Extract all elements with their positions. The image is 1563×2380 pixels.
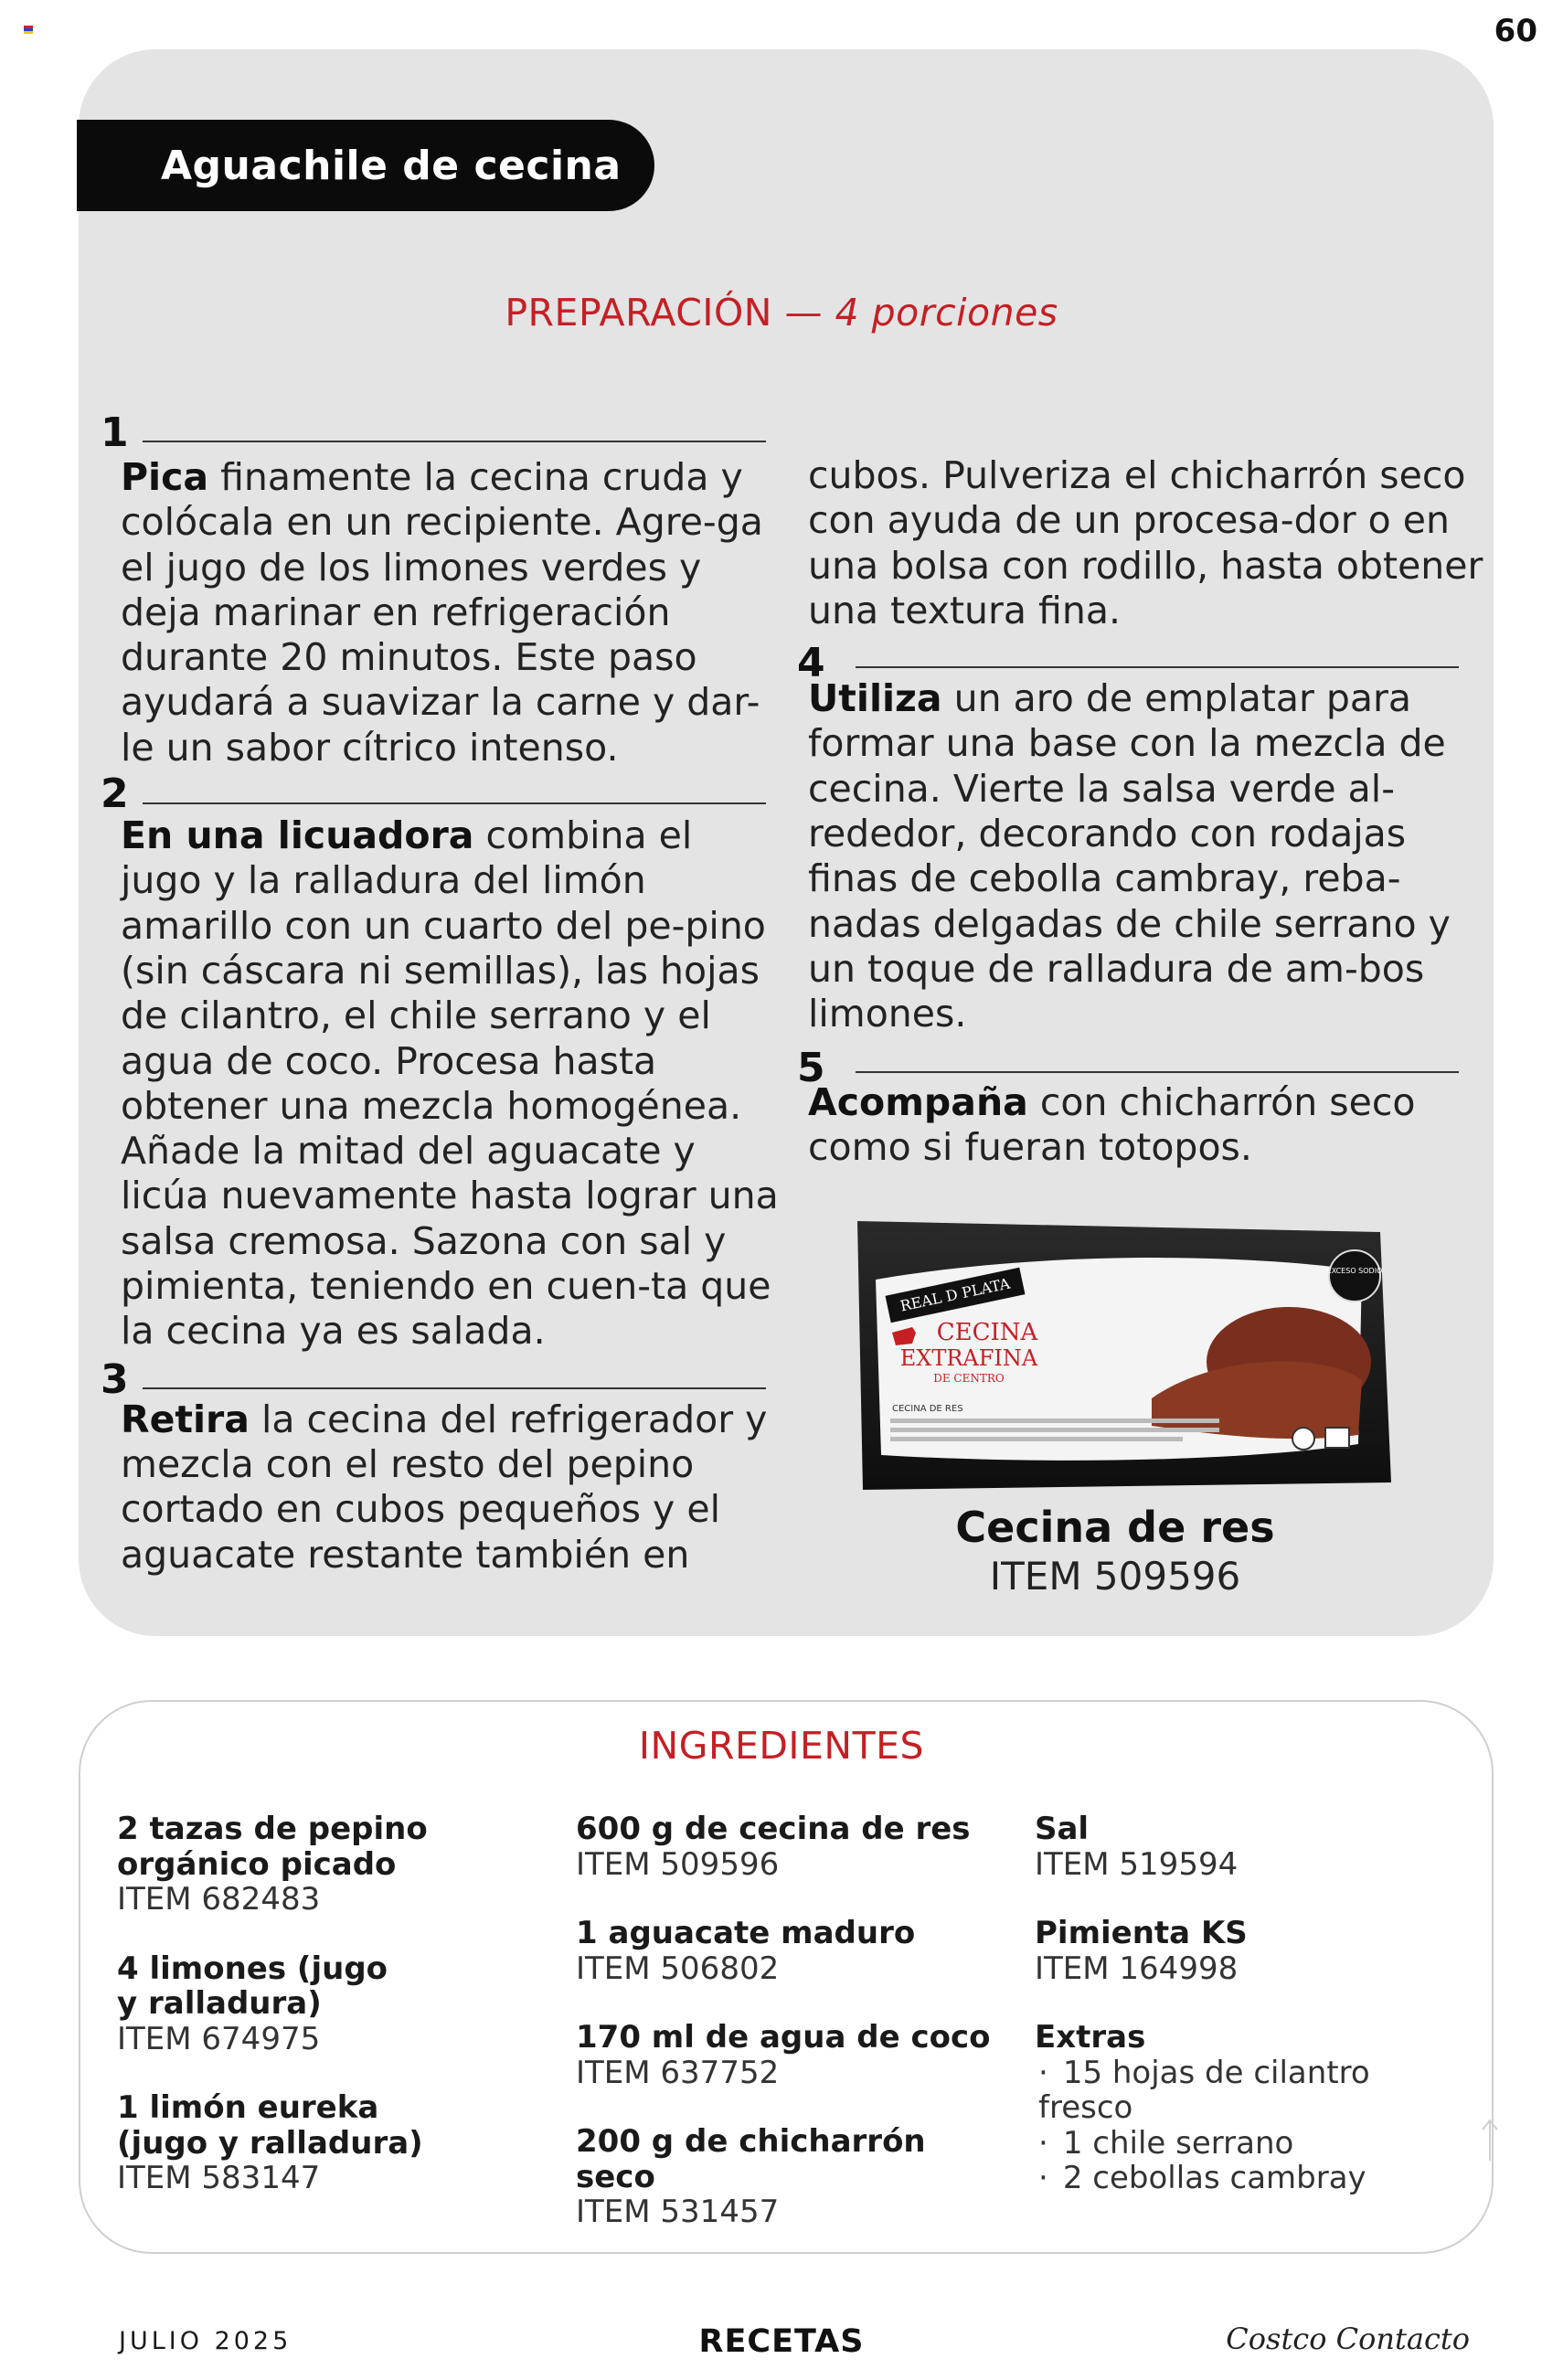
step-2-lead: En una licuadora (121, 813, 474, 858)
steps-right-column (808, 453, 1484, 1170)
step-1-lead: Pica (121, 455, 209, 499)
extra-item: · 2 cebollas cambray (1035, 2161, 1473, 2196)
page-number: 60 (1494, 13, 1537, 49)
product-image (850, 1216, 1398, 1499)
package-line-3: DE CENTRO (933, 1372, 1005, 1385)
step-3-continued: cubos. Pulveriza el chicharrón seco con ayuda de un procesa-dor o en una bolsa con rodillo, hasta obtener una textura fina. (808, 453, 1483, 632)
preparation-label: PREPARACIÓN — (505, 291, 835, 335)
step-2-body: combina el jugo y la ralladura del limón amarillo con un cuarto del pe-pino (sin cáscara ni semillas), las hojas de cilantro, el chile serrano y el agua de coco. Procesa hasta obtener una mezcla homogénea. Añade la mitad del aguacate y licúa nuevamente hasta lograr una salsa cremosa. Sazona con sal y pimienta, teniendo en cuen-ta que la cecina ya es salada. (121, 813, 779, 1354)
ingredient-name: 4 limones (jugo y ralladura) (117, 1950, 388, 2022)
ingredient-item (1035, 1812, 1473, 1882)
ingredient-name: 600 g de cecina de res (576, 1811, 971, 1847)
ingredient-name: 1 aguacate maduro (576, 1915, 916, 1951)
ingredient-item (117, 1812, 537, 1918)
ingredient-item-number: ITEM 506802 (576, 1950, 780, 1987)
ingredient-name: 200 g de chicharrón seco (576, 2123, 926, 2195)
ingredients-column-3 (1035, 1812, 1473, 2230)
package-line-2: EXTRAFINA (899, 1345, 1038, 1371)
ingredient-name: 2 tazas de pepino orgánico picado (117, 1811, 428, 1883)
step-2-text (121, 813, 779, 1355)
ingredient-item-number: ITEM 531457 (576, 2194, 780, 2230)
ingredient-item (117, 2090, 537, 2196)
ingredients-column-2 (576, 1812, 1015, 2264)
ingredients-column-1 (117, 1812, 537, 2230)
footer-date: JULIO 2025 (119, 2327, 292, 2355)
step-number-3: 3 (101, 1356, 129, 1403)
ingredient-item (576, 1812, 1015, 1882)
ingredient-item-number: ITEM 637752 (576, 2054, 780, 2091)
step-3-lead: Retira (121, 1397, 250, 1441)
extra-item: · 15 hojas de cilantro fresco (1035, 2056, 1473, 2126)
step-5-text (808, 1080, 1484, 1171)
ingredient-item (1035, 1916, 1473, 1986)
ingredient-item (576, 1916, 1015, 1986)
package-brand: REAL D PLATA (898, 1274, 1012, 1315)
footer-section-title: RECETAS (698, 2323, 865, 2360)
ingredient-item-number: ITEM 519594 (1035, 1845, 1239, 1883)
package-badge: EXCESO SODIO (1326, 1267, 1383, 1275)
steps-left-column (121, 455, 779, 1578)
step-4-lead: Utiliza (808, 676, 942, 721)
ingredient-extras (1035, 2020, 1473, 2196)
ingredient-item-number: ITEM 509596 (576, 1845, 780, 1883)
preparation-heading (0, 291, 1563, 335)
step-number-5: 5 (797, 1045, 825, 1091)
product-item-number: ITEM 509596 (989, 1554, 1241, 1599)
step-5-body: con chicharrón seco como si fueran totopos. (808, 1079, 1416, 1169)
step-4-body: un aro de emplatar para formar una base con la mezcla de cecina. Vierte la salsa verde al-rededor, decorando con rodajas finas de cebolla cambray, reba-nadas delgadas de chile serrano y un toque de ralladura de am-bos limones. (808, 676, 1451, 1036)
ingredient-item (576, 2124, 1015, 2230)
ingredient-item-number: ITEM 674975 (117, 2020, 321, 2057)
ingredient-name: Pimienta KS (1035, 1915, 1248, 1951)
step-number-2: 2 (101, 770, 129, 817)
step-1-body: finamente la cecina cruda y colócala en un recipiente. Agre-ga el jugo de los limones verdes y deja marinar en refrigeración durante 20 minutos. Este paso ayudará a suavizar la carne y dar-le un sabor cítrico intenso. (121, 455, 763, 770)
package-line-1: CECINA (936, 1319, 1038, 1346)
recipe-title: Aguachile de cecina (77, 120, 654, 211)
ingredient-name: 170 ml de agua de coco (576, 2019, 991, 2056)
ingredient-item-number: ITEM 164998 (1035, 1950, 1239, 1987)
ingredient-item-number: ITEM 682483 (117, 1881, 321, 1918)
step-3-text (121, 1397, 779, 1578)
ingredient-item (576, 2020, 1015, 2090)
step-3-body: la cecina del refrigerador y mezcla con el resto del pepino cortado en cubos pequeños y el aguacate restante también en (121, 1397, 768, 1577)
step-divider-1 (143, 441, 766, 442)
portions: 4 porciones (835, 291, 1058, 335)
ingredient-item (117, 1951, 537, 2057)
step-number-1: 1 (101, 409, 129, 456)
footer-brand: Costco Contacto (1226, 2322, 1470, 2356)
step-4-text (808, 676, 1484, 1036)
product-name: Cecina de res (955, 1503, 1275, 1552)
extra-item: · 1 chile serrano (1035, 2126, 1473, 2162)
extras-title: Extras (1035, 2019, 1146, 2056)
ingredient-name: 1 limón eureka (jugo y ralladura) (117, 2089, 423, 2162)
flag-icon (24, 26, 33, 34)
ingredients-heading: INGREDIENTES (638, 1724, 925, 1768)
package-small-label: CECINA DE RES (892, 1404, 963, 1414)
ingredient-item-number: ITEM 583147 (117, 2160, 321, 2196)
step-number-4: 4 (797, 640, 825, 686)
step-5-lead: Acompaña (808, 1079, 1028, 1124)
step-1-text (121, 455, 779, 770)
scroll-top-icon[interactable] (1479, 2117, 1501, 2162)
ingredient-name: Sal (1035, 1811, 1090, 1847)
